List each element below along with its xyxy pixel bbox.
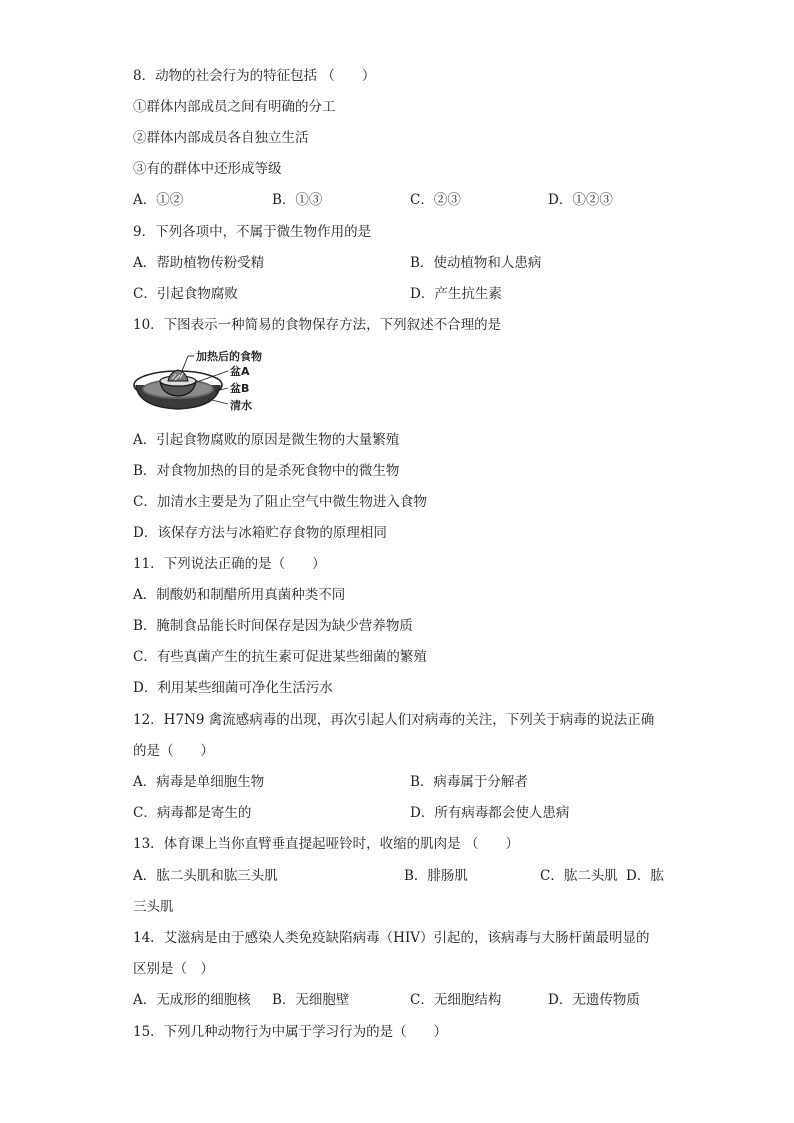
- label-heated-food: 加热后的食物: [196, 350, 262, 363]
- q10-option-a: A．引起食物腐败的原因是微生物的大量繁殖: [133, 432, 400, 448]
- q8-option-a: A．①②: [133, 192, 184, 208]
- q11-option-a: A．制酸奶和制醋所用真菌种类不同: [133, 587, 346, 603]
- q14-stem-line-1: 14．艾滋病是由于感染人类免疫缺陷病毒（HIV）引起的，该病毒与大肠杆菌最明显的: [133, 930, 650, 946]
- label-basin-b: 盆B: [230, 382, 250, 395]
- q8-item-1: ①群体内部成员之间有明确的分工: [133, 99, 336, 115]
- q8-stem: 8．动物的社会行为的特征包括 （ ）: [133, 68, 376, 84]
- q12-stem-line-2: 的是（ ）: [133, 743, 214, 759]
- q10-option-c: C．加清水主要是为了阻止空气中微生物进入食物: [133, 494, 427, 510]
- q12-stem-line-1: 12．H7N9 禽流感病毒的出现，再次引起人们对病毒的关注，下列关于病毒的说法正确: [133, 712, 655, 728]
- q9-option-b: B．使动植物和人患病: [410, 255, 542, 271]
- q13-option-b: B．腓肠肌: [404, 868, 468, 884]
- q13-option-a: A．肱二头肌和肱三头肌: [133, 868, 278, 884]
- q13-option-d-wrap: 三头肌: [133, 899, 174, 915]
- label-basin-a: 盆A: [230, 365, 250, 378]
- q14-option-a: A．无成形的细胞核: [133, 992, 251, 1008]
- q8-option-d: D．①②③: [548, 192, 613, 208]
- q14-option-d: D．无遗传物质: [548, 992, 640, 1008]
- q13-stem: 13．体育课上当你直臂垂直提起哑铃时，收缩的肌肉是 （ ）: [133, 836, 519, 852]
- q12-option-d: D．所有病毒都会使人患病: [410, 805, 570, 821]
- q11-option-b: B．腌制食品能长时间保存是因为缺少营养物质: [133, 618, 413, 634]
- q15-stem: 15．下列几种动物行为中属于学习行为的是（ ）: [133, 1024, 448, 1040]
- q14-stem-line-2: 区别是（ ）: [133, 961, 214, 977]
- q8-item-3: ③有的群体中还形成等级: [133, 161, 282, 177]
- q12-option-c: C．病毒都是寄生的: [133, 805, 252, 821]
- q10-stem: 10．下图表示一种简易的食物保存方法，下列叙述不合理的是: [133, 317, 502, 333]
- q8-option-c: C．②③: [410, 192, 461, 208]
- q14-option-b: B．无细胞壁: [272, 992, 350, 1008]
- label-water: 清水: [230, 399, 252, 412]
- q10-option-b: B．对食物加热的目的是杀死食物中的微生物: [133, 463, 400, 479]
- q9-option-d: D．产生抗生素: [410, 286, 502, 302]
- food-storage-figure: [130, 345, 280, 417]
- q12-option-b: B．病毒属于分解者: [410, 774, 528, 790]
- q11-stem: 11．下列说法正确的是（ ）: [133, 556, 326, 572]
- q12-option-a: A．病毒是单细胞生物: [133, 774, 265, 790]
- q9-option-a: A．帮助植物传粉受精: [133, 255, 265, 271]
- q9-option-c: C．引起食物腐败: [133, 286, 238, 302]
- q8-option-b: B．①③: [272, 192, 323, 208]
- q8-item-2: ②群体内部成员各自独立生活: [133, 130, 309, 146]
- q11-option-d: D．利用某些细菌可净化生活污水: [133, 680, 333, 696]
- q13-option-c: C．肱二头肌: [540, 868, 618, 884]
- q9-stem: 9．下列各项中，不属于微生物作用的是: [133, 224, 372, 240]
- q10-option-d: D．该保存方法与冰箱贮存食物的原理相同: [133, 525, 387, 541]
- q11-option-c: C．有些真菌产生的抗生素可促进某些细菌的繁殖: [133, 649, 427, 665]
- q14-option-c: C．无细胞结构: [410, 992, 502, 1008]
- q13-option-d: D．肱: [626, 868, 664, 884]
